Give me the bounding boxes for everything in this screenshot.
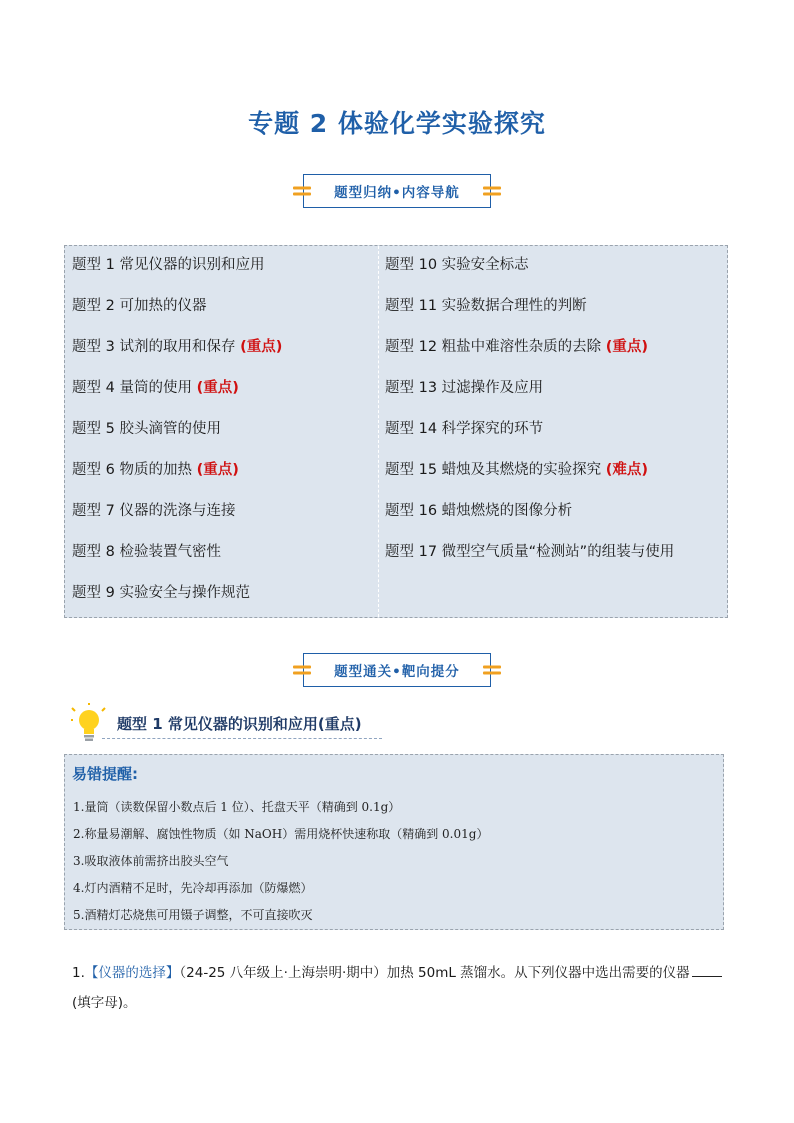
toc-item-label: 题型 15 蜡烛及其燃烧的实验探究 [385,462,606,478]
toc-item-label: 题型 16 蜡烛燃烧的图像分析 [385,503,573,519]
question-tag: 【仪器的选择】 [84,965,180,981]
lightbulb-icon [71,703,107,743]
question-1 [72,958,732,1018]
toc-item-label: 题型 14 科学探究的环节 [385,421,544,437]
toc-item [72,337,282,357]
toc-item [72,378,239,398]
toc-item [72,501,235,521]
tips-box [64,754,724,930]
question-tail: (填字母)。 [72,995,137,1011]
toc-item [72,542,221,562]
tips-line: 2.称量易潮解、腐蚀性物质（如 NaOH）需用烧杯快速称取（精确到 0.01g） [73,827,489,841]
toc-item-label: 题型 17 微型空气质量“检测站”的组装与使用 [385,544,675,560]
toc-item [385,255,529,275]
toc-item-label: 题型 6 物质的加热 [72,462,197,478]
toc-item [385,501,572,521]
toc-item [72,255,264,275]
tips-heading: 易错提醒: [72,765,138,783]
toc-item-label: 题型 8 检验装置气密性 [72,544,221,560]
toc-item-label: 题型 9 实验安全与操作规范 [72,585,250,601]
toc-item [72,583,250,603]
toc-item [72,296,206,316]
toc-banner [303,174,491,208]
toc-item-emphasis: (重点) [240,339,283,355]
toc-item-emphasis: (难点) [605,462,649,478]
toc-item-label: 题型 4 量筒的使用 [72,380,197,396]
toc-item-label: 题型 3 试剂的取用和保存 [72,339,241,355]
practice-banner [303,653,491,687]
toc-item-label: 题型 2 可加热的仪器 [72,298,207,314]
toc-item-label: 题型 13 过滤操作及应用 [385,380,544,396]
toc-item-label: 题型 11 实验数据合理性的判断 [385,298,587,314]
toc-item [385,337,648,357]
toc-banner-label: 题型归纳•内容导航 [334,185,460,201]
section-title: 题型 1 常见仪器的识别和应用(重点) [117,715,362,733]
decor-bars-icon [293,663,311,678]
question-text: （24-25 八年级上·上海崇明·期中）加热 50mL 蒸馏水。从下列仪器中选出需要的仪器 [179,965,690,981]
decor-bars-icon [483,184,501,199]
toc-item-emphasis: (重点) [605,339,649,355]
section-underline [102,738,382,739]
practice-banner-label: 题型通关•靶向提分 [334,664,460,680]
toc-item-label: 题型 12 粗盐中难溶性杂质的去除 [385,339,606,355]
answer-blank[interactable] [692,962,722,977]
page-title: 专题 2 体验化学实验探究 [248,109,546,138]
decor-bars-icon [293,184,311,199]
toc-item [385,296,587,316]
tips-line: 3.吸取液体前需挤出胶头空气 [73,854,229,868]
tips-line: 4.灯内酒精不足时，先冷却再添加（防爆燃） [73,881,313,895]
toc-item-label: 题型 1 常见仪器的识别和应用 [72,257,265,273]
tips-line: 1.量筒（读数保留小数点后 1 位）、托盘天平（精确到 0.1g） [73,800,401,814]
toc-item-label: 题型 7 仪器的洗涤与连接 [72,503,236,519]
toc-item-emphasis: (重点) [196,380,239,396]
toc-item [72,460,239,480]
toc-item [72,419,221,439]
toc-item-label: 题型 10 实验安全标志 [385,257,529,273]
toc-item [385,460,648,480]
toc-item-label: 题型 5 胶头滴管的使用 [72,421,221,437]
toc-item [385,419,543,439]
question-number: 1. [72,965,85,981]
decor-bars-icon [483,663,501,678]
toc-item [385,542,674,562]
toc-item [385,378,543,398]
toc-panel [64,245,728,618]
toc-divider [378,246,379,617]
tips-line: 5.酒精灯芯烧焦可用镊子调整，不可直接吹灭 [73,908,313,922]
toc-item-emphasis: (重点) [196,462,239,478]
